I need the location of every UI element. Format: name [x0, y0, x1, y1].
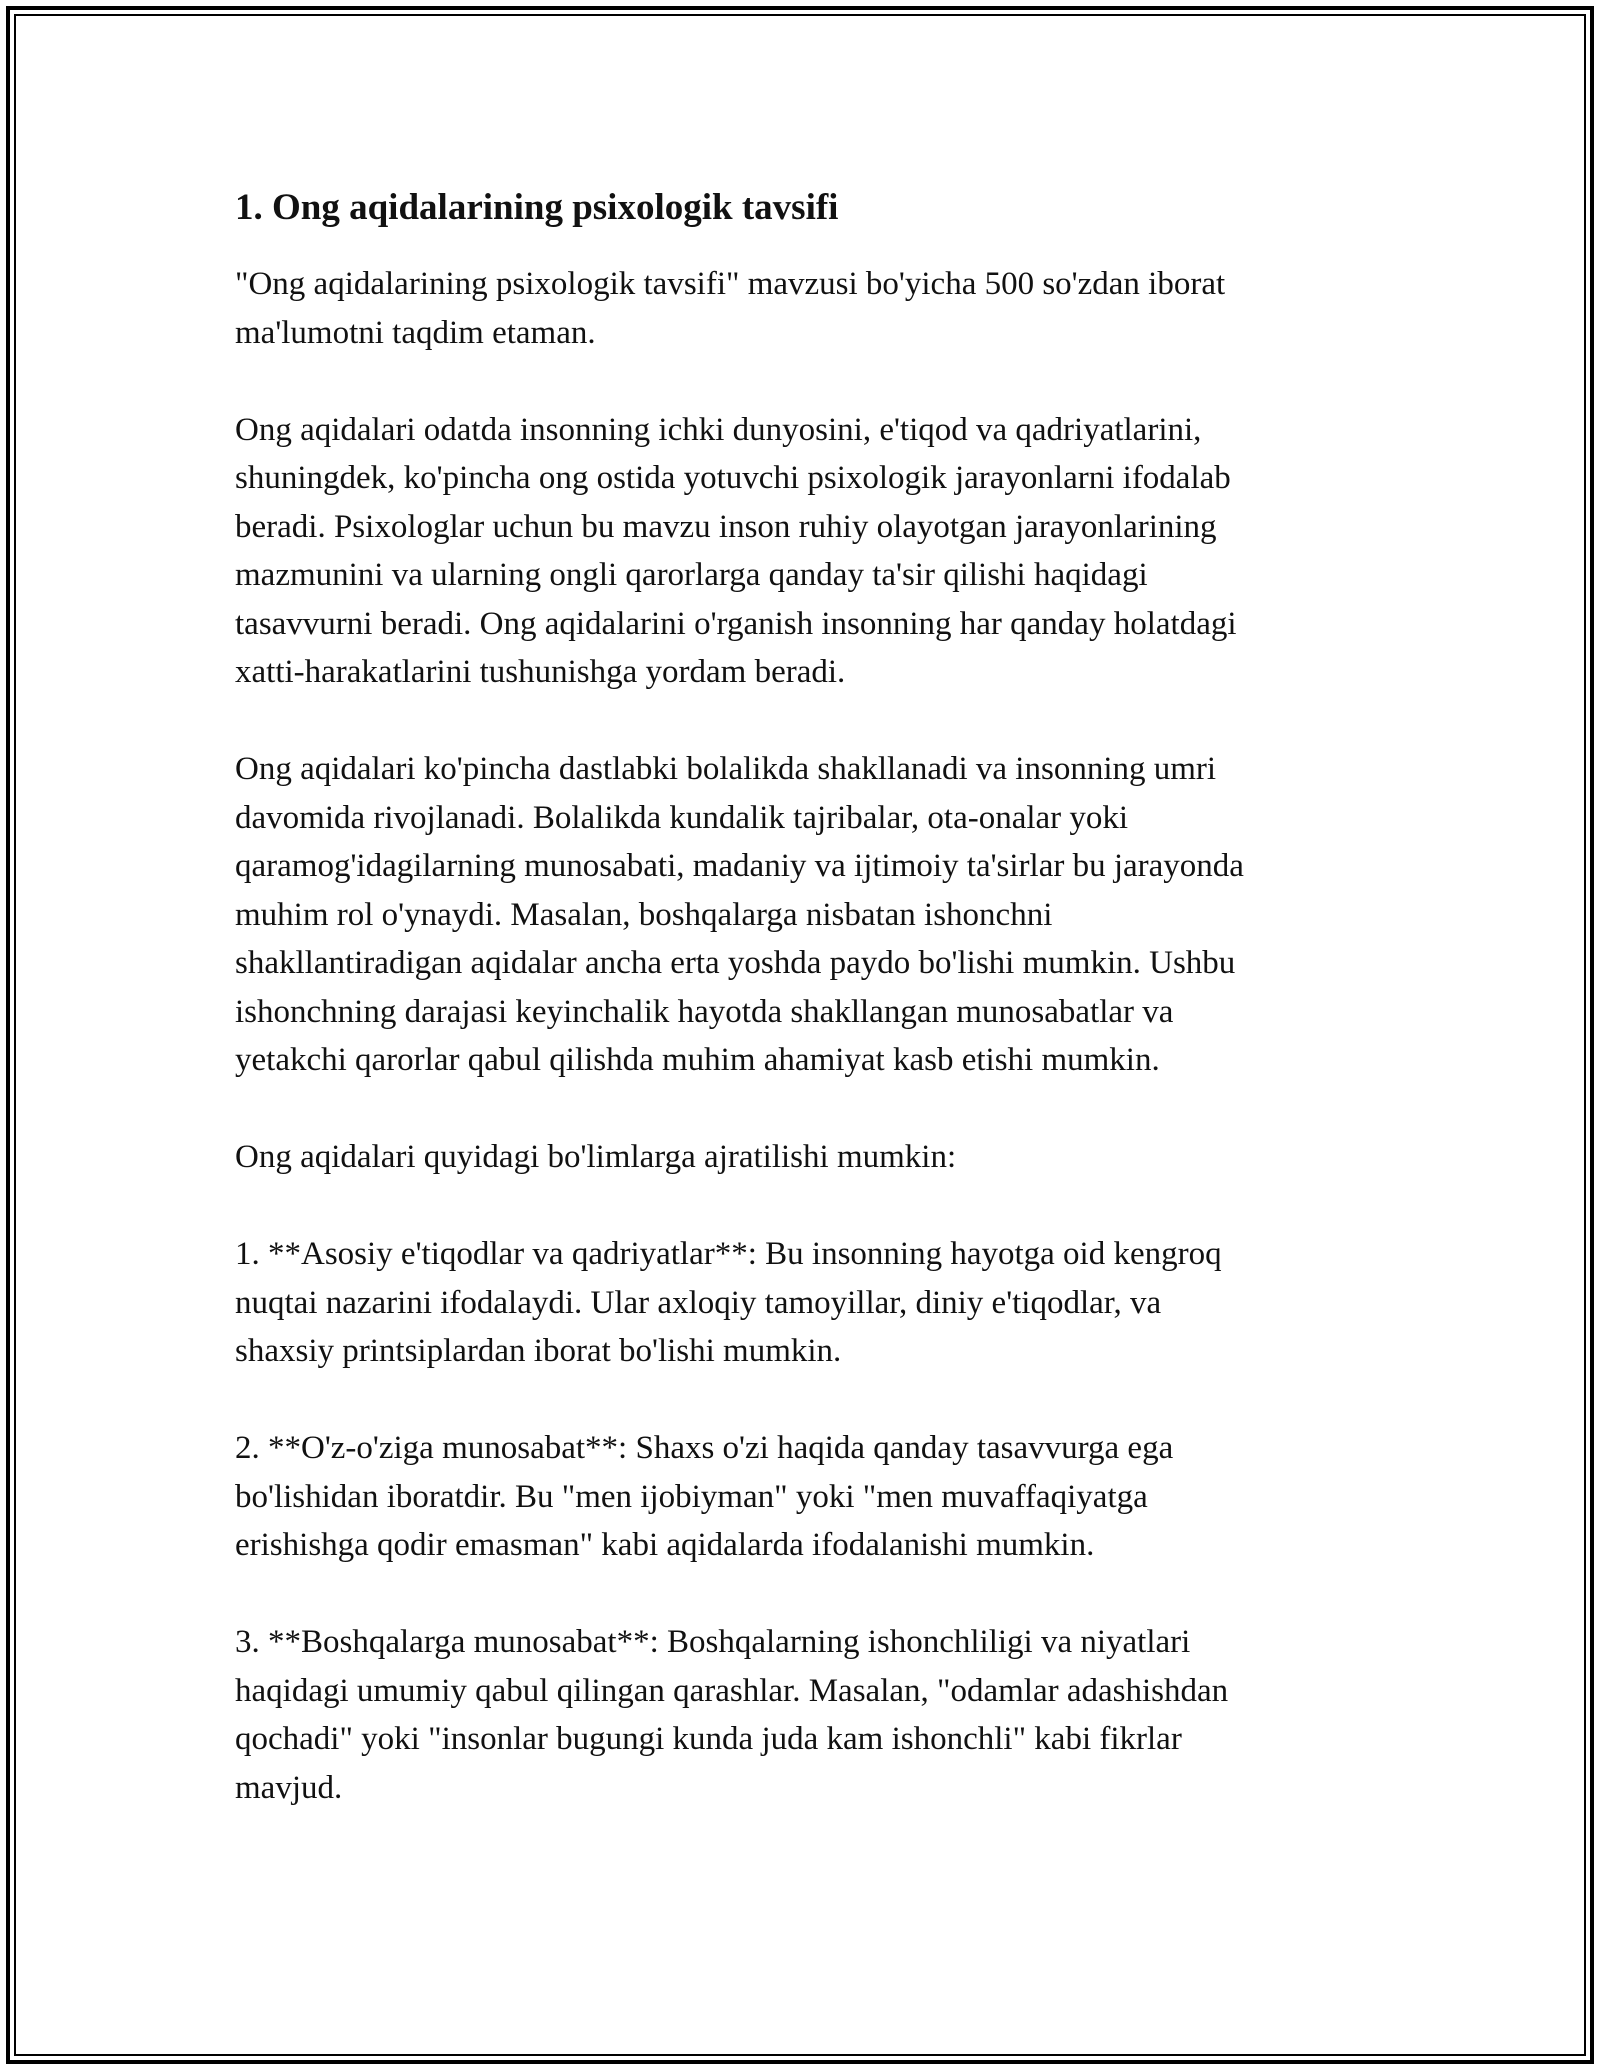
- intro-paragraph: "Ong aqidalarining psixologik tavsifi" mavzusi bo'yicha 500 so'zdan iborat ma'lumotni taqdim etaman.: [235, 266, 1226, 351]
- list-item-self-attitude: 2. **O'z-o'ziga munosabat**: Shaxs o'zi haqida qanday tasavvurga ega bo'lishidan iboratdir. Bu "men ijobiyman" yoki "men muvaffaqiyatga erishishga qodir emasman" kabi aqidalarda ifodalanishi mumkin.: [235, 1430, 1174, 1563]
- formation-paragraph: Ong aqidalari ko'pincha dastlabki bolalikda shakllanadi va insonning umri davomida rivojlanadi. Bolalikda kundalik tajribalar, ota-onalar yoki qaramog'idagilarning munosabati, madaniy va ijtimoiy ta'sirlar bu jarayonda muhim rol o'ynaydi. Masalan, boshqalarga nisbatan ishonchni shakllantiradigan aqidalar ancha erta yoshda paydo bo'lishi mumkin. Ushbu ishonchning darajasi keyinchalik hayotda shakllangan munosabatlar va yetakchi qarorlar qabul qilishda muhim ahamiyat kasb etishi mumkin.: [235, 751, 1244, 1078]
- categories-intro-paragraph: Ong aqidalari quyidagi bo'limlarga ajratilishi mumkin:: [235, 1139, 957, 1175]
- list-item-attitude-to-others: 3. **Boshqalarga munosabat**: Boshqalarning ishonchliligi va niyatlari haqidagi umumiy qabul qilingan qarashlar. Masalan, "odamlar adashishdan qochadi" yoki "insonlar bugungi kunda juda kam ishonchli" kabi fikrlar mavjud.: [235, 1624, 1229, 1806]
- definition-paragraph: Ong aqidalari odatda insonning ichki dunyosini, e'tiqod va qadriyatlarini, shuningdek, ko'pincha ong ostida yotuvchi psixologik jarayonlarni ifodalab beradi. Psixologlar uchun bu mavzu inson ruhiy olayotgan jarayonlarining mazmunini va ularning ongli qarorlarga qanday ta'sir qilishi haqidagi tasavvurni beradi. Ong aqidalarini o'rganish insonning har qanday holatdagi xatti-harakatlarini tushunishga yordam beradi.: [235, 411, 1237, 690]
- document-body: [235, 184, 1385, 1861]
- document-title: 1. Ong aqidalarining psixologik tavsifi: [235, 187, 839, 228]
- list-item-core-beliefs: 1. **Asosiy e'tiqodlar va qadriyatlar**: Bu insonning hayotga oid kengroq nuqtai nazarini ifodalaydi. Ular axloqiy tamoyillar, diniy e'tiqodlar, va shaxsiy printsiplardan iborat bo'lishi mumkin.: [235, 1236, 1222, 1369]
